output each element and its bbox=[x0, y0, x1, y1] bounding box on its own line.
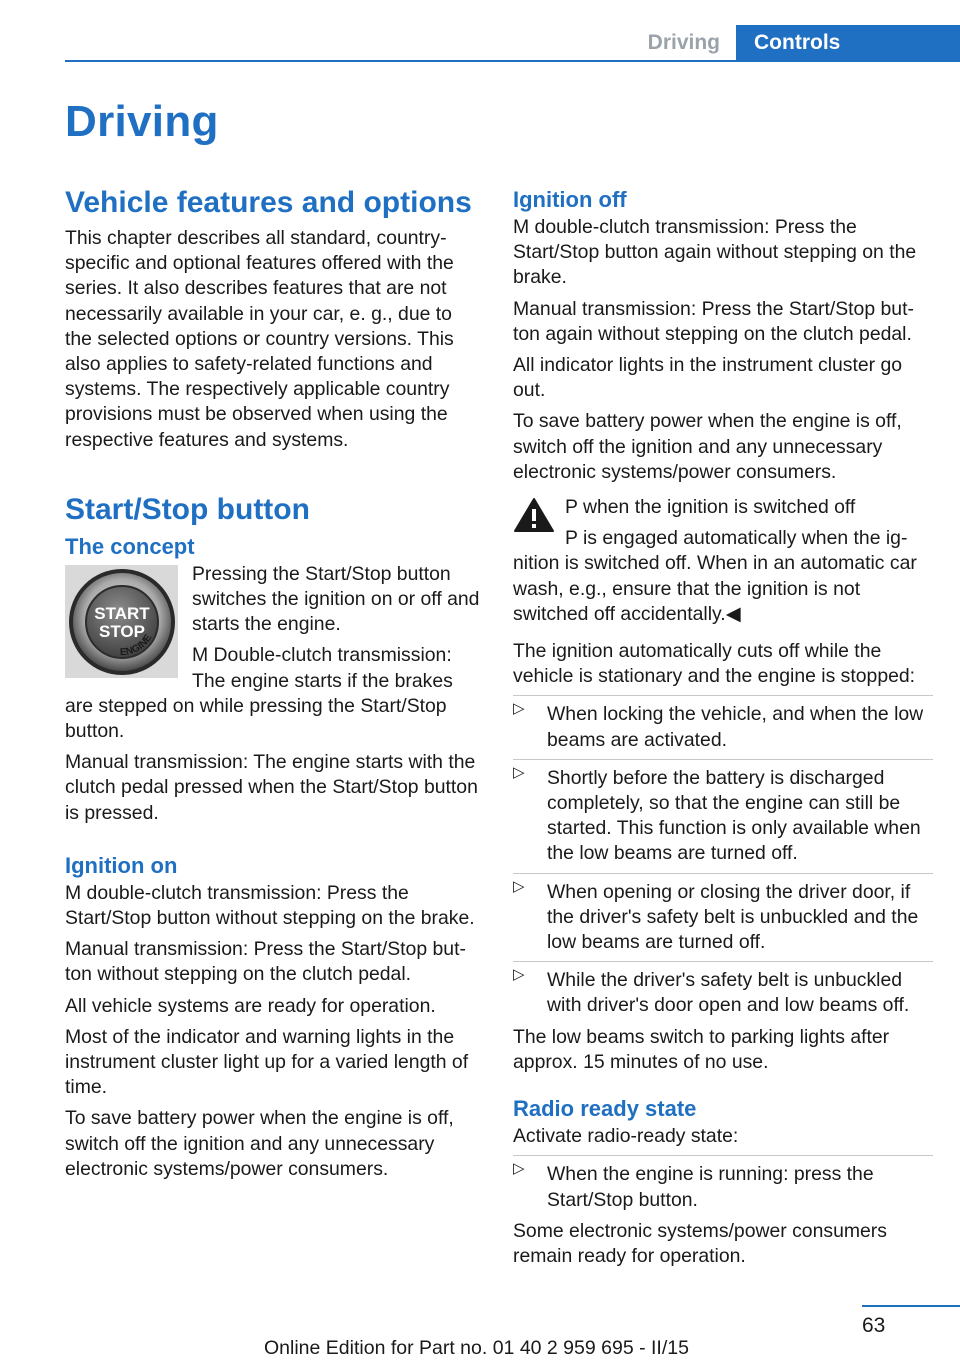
ignition-off-p3: All indicator lights in the instrument cluster go out. bbox=[513, 354, 903, 402]
radio-text: Some electronic systems/power consumers remain ready for operation. bbox=[513, 1219, 887, 1267]
features-heading: Vehicle features and options bbox=[65, 186, 472, 219]
triangle-bullet-icon: ▷ bbox=[513, 877, 525, 895]
radio-list bbox=[513, 1155, 933, 1212]
page-number: 63 bbox=[862, 1314, 886, 1337]
concept-p2: M Double-clutch transmission: The engine starts if the brakes are stepped on while pressing the Start/Stop button. bbox=[65, 644, 453, 743]
start-stop-button-image bbox=[65, 565, 178, 678]
list-item: ▷ When locking the vehicle, and when the low beams are activated. bbox=[513, 695, 933, 752]
warning-icon bbox=[513, 497, 555, 533]
header-tabs bbox=[632, 25, 960, 61]
ignition-on-heading: Ignition on bbox=[65, 852, 178, 878]
concept-heading: The concept bbox=[65, 533, 195, 559]
ignition-on-p2: Manual transmission: Press the Start/Stop but‐ton without stepping on the clutch pedal. bbox=[65, 938, 466, 986]
ignition-off-p2: Manual transmission: Press the Start/Stop but‐ton again without stepping on the clutch pedal. bbox=[513, 297, 914, 345]
right-column bbox=[513, 186, 933, 1275]
header-rule bbox=[65, 60, 960, 62]
stop-label: STOP bbox=[99, 621, 145, 641]
engine-label: ENGINE bbox=[119, 632, 155, 659]
concept-p1: Pressing the Start/Stop button switches the ignition on or off and starts the engine. bbox=[192, 562, 480, 636]
triangle-bullet-icon: ▷ bbox=[513, 1160, 525, 1178]
list-item: ▷ While the driver's safety belt is unbuckled with driver's door open and low beams off. bbox=[513, 961, 933, 1018]
auto-off-intro: The ignition automatically cuts off while the vehicle is stationary and the engine is stopped: bbox=[513, 640, 916, 688]
chapter-tab: Controls bbox=[736, 25, 960, 61]
parking-lights-text: The low beams switch to parking lights after approx. 15 minutes of no use. bbox=[513, 1025, 890, 1073]
list-item: ▷ When opening or closing the driver door, if the driver's safety belt is unbuckled and the low beams are turned off. bbox=[513, 873, 933, 956]
ignition-on-p1: M double-clutch transmission: Press the Start/Stop button without stepping on the brake. bbox=[65, 881, 475, 930]
footer-rule bbox=[862, 1305, 960, 1307]
triangle-bullet-icon: ▷ bbox=[513, 966, 525, 984]
page-title: Driving bbox=[65, 97, 219, 146]
startstop-heading: Start/Stop button bbox=[65, 492, 310, 526]
list-item: ▷ Shortly before the battery is discharged completely, so that the engine can still be started. This function is only available when the low beams are turned off. bbox=[513, 759, 933, 867]
ignition-off-heading: Ignition off bbox=[513, 187, 627, 212]
radio-ready-heading: Radio ready state bbox=[513, 1096, 697, 1122]
ignition-on-p4: Most of the indicator and warning lights in the instrument cluster light up for a varied length of time. bbox=[65, 1025, 469, 1099]
triangle-bullet-icon: ▷ bbox=[513, 763, 525, 781]
features-text: This chapter describes all standard, country-specific and optional features offered with the series. It also describes features that are not necessarily available in your car, e. g., due to the selected options or country versions. This also applies to safety-related functions and systems. The respectively applicable country provisions must be observed when using the respective features and systems. bbox=[65, 227, 454, 451]
warning-title: P when the ignition is switched off bbox=[565, 496, 856, 519]
auto-off-list bbox=[513, 695, 933, 1018]
radio-intro: Activate radio-ready state: bbox=[513, 1125, 739, 1148]
footer-edition: Online Edition for Part no. 01 40 2 959 695 - II/15 bbox=[264, 1337, 689, 1359]
warning-box bbox=[513, 495, 933, 627]
concept-p3: Manual transmission: The engine starts with the clutch pedal pressed when the Start/Stop button is pressed. bbox=[65, 751, 478, 824]
section-tab: Driving bbox=[647, 31, 720, 54]
ignition-on-p5: To save battery power when the engine is off, switch off the ignition and any unnecessary electronic systems/power consumers. bbox=[65, 1107, 454, 1180]
ignition-off-p4: To save battery power when the engine is off, switch off the ignition and any unnecessary electronic systems/power consumers. bbox=[513, 410, 902, 483]
left-column bbox=[65, 186, 480, 1188]
list-item: ▷ When the engine is running: press the Start/Stop button. bbox=[513, 1155, 933, 1212]
ignition-off-p1: M double-clutch transmission: Press the Start/Stop button again without stepping on the brake. bbox=[513, 216, 917, 289]
ignition-on-p3: All vehicle systems are ready for operation. bbox=[65, 994, 436, 1017]
triangle-bullet-icon: ▷ bbox=[513, 700, 525, 718]
start-label: START bbox=[94, 603, 150, 623]
warning-text: P is engaged automatically when the ig‐nition is switched off. When in an automatic car wash, e.g., ensure that the ignition is not switched off accidentally.◀ bbox=[513, 527, 917, 625]
